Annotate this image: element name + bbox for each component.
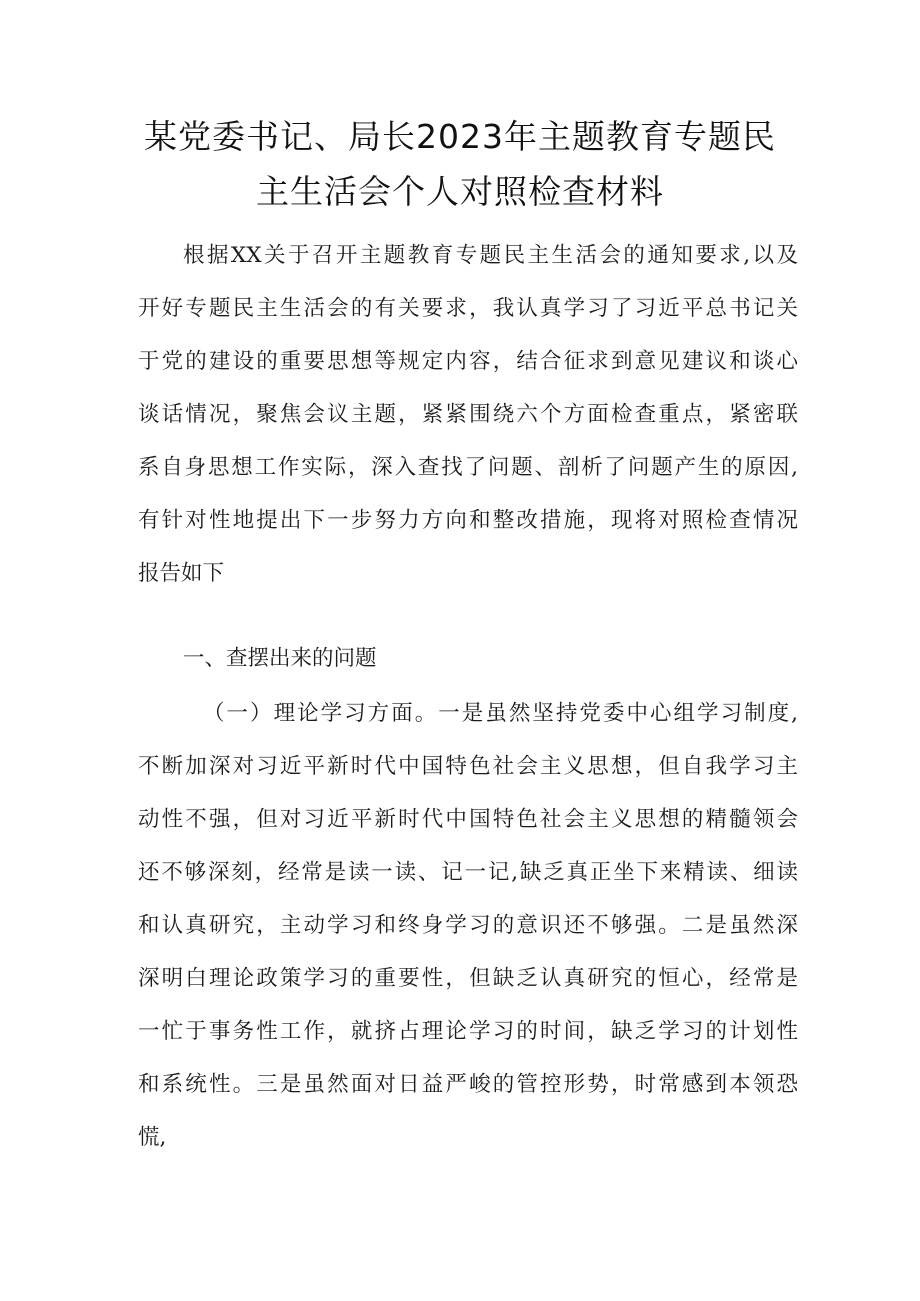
subsection-paragraph-line: 深明白理论政策学习的重要性，但缺乏认真研究的恒心，经常是	[138, 966, 798, 991]
subsection-paragraph-line: 动性不强，但对习近平新时代中国特色社会主义思想的精髓领会	[138, 807, 798, 832]
intro-paragraph-line: 根据XX关于召开主题教育专题民主生活会的通知要求,以及	[183, 243, 798, 268]
intro-paragraph-line: 系自身思想工作实际，深入查找了问题、剖析了问题产生的原因,	[138, 455, 798, 480]
document-title-line-2: 主生活会个人对照检查材料	[256, 172, 664, 211]
subsection-paragraph-line: 慌,	[138, 1125, 167, 1150]
intro-paragraph-line: 谈话情况，聚焦会议主题，紧紧围绕六个方面检查重点，紧密联	[138, 402, 798, 427]
subsection-paragraph-line: （一）理论学习方面。一是虽然坚持党委中心组学习制度,	[203, 701, 798, 726]
subsection-paragraph-line: 和认真研究，主动学习和终身学习的意识还不够强。二是虽然深	[138, 913, 798, 938]
subsection-paragraph-line: 和系统性。三是虽然面对日益严峻的管控形势，时常感到本领恐	[138, 1072, 798, 1097]
subsection-paragraph-line: 一忙于事务性工作，就挤占理论学习的时间，缺乏学习的计划性	[138, 1019, 798, 1044]
intro-paragraph-line: 于党的建设的重要思想等规定内容，结合征求到意见建议和谈心	[138, 349, 798, 374]
subsection-paragraph-line: 还不够深刻，经常是读一读、记一记,缺乏真正坐下来精读、细读	[138, 860, 798, 885]
intro-paragraph-line: 报告如下	[138, 561, 225, 586]
intro-paragraph-line: 开好专题民主生活会的有关要求，我认真学习了习近平总书记关	[138, 296, 798, 321]
section-heading: 一、查摆出来的问题	[183, 646, 377, 671]
subsection-paragraph-line: 不断加深对习近平新时代中国特色社会主义思想，但自我学习主	[138, 754, 798, 779]
intro-paragraph-line: 有针对性地提出下一步努力方向和整改措施，现将对照检查情况	[138, 508, 798, 533]
document-title-line-1: 某党委书记、局长2023年主题教育专题民	[144, 117, 776, 156]
